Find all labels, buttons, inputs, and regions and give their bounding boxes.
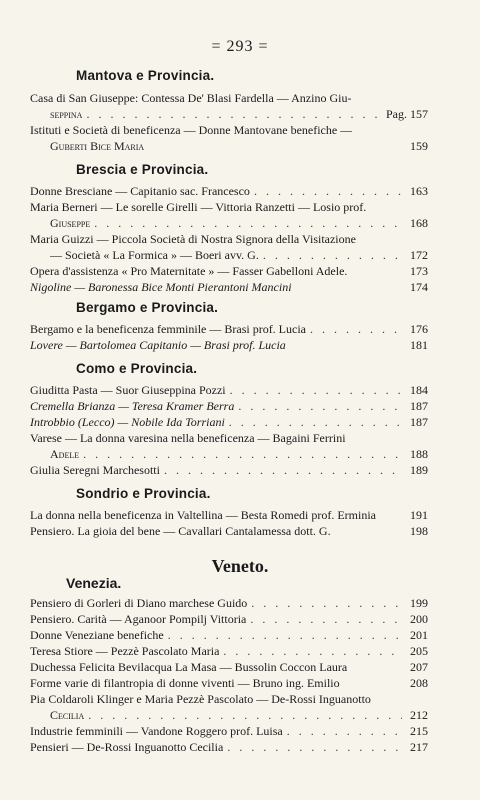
dot-leader (230, 383, 402, 398)
entry-text: Pensiero. Carità — Aganoor Pompilj Vittoria (30, 612, 247, 626)
dot-leader (250, 612, 402, 627)
entry-page: 215 (410, 724, 428, 738)
entry-page: 207 (410, 660, 428, 674)
entry-page: 173 (410, 264, 428, 278)
dot-leader (254, 184, 402, 199)
entry-text: Giulia Seregni Marchesotti (30, 463, 160, 477)
dot-leader (88, 708, 402, 723)
entry-text: Introbbio (Lecco) — Nobile Ida Torriani (30, 415, 225, 429)
entry-page: 187 (410, 415, 428, 429)
list-item (50, 139, 428, 157)
entry-text: Adele (50, 447, 80, 461)
entry-text: Maria Guizzi — Piccola Società di Nostra Signora della Visitazione (30, 232, 356, 246)
entry-text: Lovere — Bartolomea Capitanio — Brasi prof. Lucia (30, 338, 286, 352)
dot-leader (94, 216, 402, 231)
dot-leader (251, 596, 402, 611)
list-item (30, 740, 428, 758)
entry-page: 189 (410, 463, 428, 477)
entry-page: 187 (410, 399, 428, 413)
page-number: = 293 = (211, 38, 269, 55)
entry-page: 168 (410, 216, 428, 230)
entry-text: Giuditta Pasta — Suor Giuseppina Pozzi (30, 383, 226, 397)
entry-text: Istituti e Società di beneficenza — Donne Mantovane benefiche — (30, 123, 353, 137)
dot-leader (287, 724, 402, 739)
section-heading-bergamo: Bergamo e Provincia. (76, 300, 219, 315)
dot-leader (223, 644, 402, 659)
entry-text: Cremella Brianza — Teresa Kramer Berra (30, 399, 235, 413)
entry-text: Pensiero di Gorleri di Diano marchese Guido (30, 596, 248, 610)
entry-page: 176 (410, 322, 428, 336)
entry-page: 199 (410, 596, 428, 610)
entry-text: Giuseppe (50, 216, 91, 230)
entry-text: Pia Coldaroli Klinger e Maria Pezzè Pascolato — De-Rossi Inguanotto (30, 692, 371, 706)
list-item (30, 463, 428, 481)
entry-page: Pag. 157 (386, 107, 428, 121)
dot-leader (164, 463, 402, 478)
entry-text: Casa di San Giuseppe: Contessa De' Blasi Fardella — Anzino Giu- (30, 91, 352, 105)
entry-text: — Società « La Formica » — Boeri avv. G. (50, 248, 259, 262)
entry-text: La donna nella beneficenza in Valtellina — Besta Romedi prof. Erminia (30, 508, 376, 522)
list-item (30, 338, 428, 356)
entry-text: seppina (50, 107, 83, 121)
dot-leader (168, 628, 402, 643)
entry-text: Donne Veneziane benefiche (30, 628, 164, 642)
entry-page: 198 (410, 524, 428, 538)
entry-text: Donne Bresciane — Capitanio sac. Francesco (30, 184, 250, 198)
sub-heading-venezia: Venezia. (66, 575, 122, 591)
section-heading-mantova: Mantova e Provincia. (76, 68, 215, 83)
dot-leader (238, 399, 402, 414)
entry-text: Forme varie di filantropia di donne viventi — Bruno ing. Emilio (30, 676, 340, 690)
entry-text: Opera d'assistenza « Pro Maternitate » — Fasser Gabelloni Adele. (30, 264, 348, 278)
entry-text: Pensieri — De-Rossi Inguanotto Cecilia (30, 740, 224, 754)
entry-page: 159 (410, 139, 428, 153)
dot-leader (227, 740, 402, 755)
entry-text: Duchessa Felicita Bevilacqua La Masa — Bussolin Coccon Laura (30, 660, 348, 674)
entry-text: Bergamo e la beneficenza femminile — Brasi prof. Lucia (30, 322, 306, 336)
section-heading-como: Como e Provincia. (76, 361, 198, 376)
entry-page: 217 (410, 740, 428, 754)
entry-page: 184 (410, 383, 428, 397)
region-heading-veneto: Veneto. (211, 556, 269, 576)
entry-page: 163 (410, 184, 428, 198)
entry-text: Teresa Stiore — Pezzè Pascolato Maria (30, 644, 220, 658)
dot-leader (83, 447, 402, 462)
entry-page: 181 (410, 338, 428, 352)
section-heading-brescia: Brescia e Provincia. (76, 162, 209, 177)
list-item (30, 524, 428, 542)
dot-leader (310, 322, 402, 337)
entry-text: Nigoline — Baronessa Bice Monti Pierantoni Mancini (30, 280, 292, 294)
entry-page: 201 (410, 628, 428, 642)
entry-text: Pensiero. La gioia del bene — Cavallari Cantalamessa dott. G. (30, 524, 331, 538)
entry-text: Industrie femminili — Vandone Roggero prof. Luisa (30, 724, 283, 738)
entry-page: 208 (410, 676, 428, 690)
entry-page: 174 (410, 280, 428, 294)
entry-page: 212 (410, 708, 428, 722)
section-heading-sondrio: Sondrio e Provincia. (76, 486, 211, 501)
entry-page: 191 (410, 508, 428, 522)
dot-leader (86, 107, 382, 122)
dot-leader (229, 415, 402, 430)
dot-leader (263, 248, 402, 263)
entry-text: Guberti Bice Maria (50, 139, 145, 153)
entry-page: 172 (410, 248, 428, 262)
entry-text: Varese — La donna varesina nella beneficenza — Bagaini Ferrini (30, 431, 346, 445)
entry-text: Maria Berneri — Le sorelle Girelli — Vittoria Ranzetti — Losio prof. (30, 200, 367, 214)
list-item (30, 280, 428, 298)
entry-text: Cecilia (50, 708, 85, 722)
entry-page: 205 (410, 644, 428, 658)
entry-page: 200 (410, 612, 428, 626)
entry-page: 188 (410, 447, 428, 461)
